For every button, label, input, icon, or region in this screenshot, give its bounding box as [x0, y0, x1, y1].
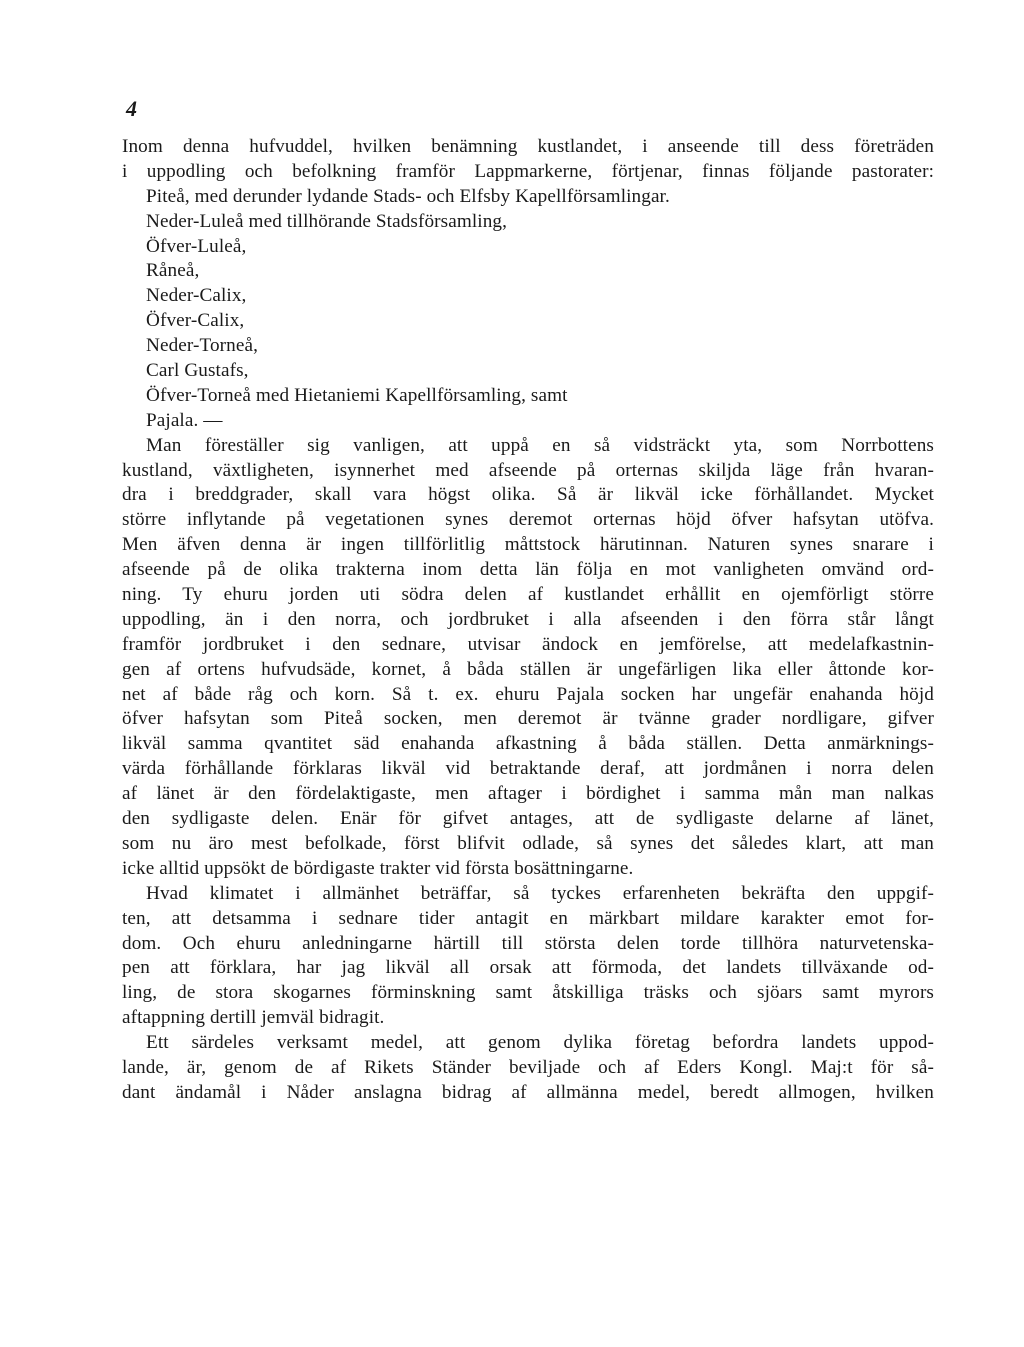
text-line: dra i breddgrader, skall vara högst olika. Så är likväl icke förhållandet. Mycket: [122, 484, 934, 506]
text-line: Inom denna hufvuddel, hvilken benämning kustlandet, i anseende till dess företräden: [122, 136, 934, 157]
text-line: framför jordbruket i den sednare, utvisar ändock en jemförelse, att medelafkastnin-: [122, 633, 934, 655]
text-line: i uppodling och befolkning framför Lappmarkerne, förtjenar, finnas följande pastorater:: [122, 160, 934, 182]
text-line: Piteå, med derunder lydande Stads- och Elfsby Kapellförsamlingar.: [146, 185, 670, 207]
text-line: Öfver-Calix,: [146, 310, 245, 332]
body-text: [122, 135, 934, 1106]
text-line: af länet är den fördelaktigaste, men aftager i bördighet i samma mån man nalkas: [122, 783, 934, 805]
text-line: dant ändamål i Nåder anslagna bidrag af allmänna medel, beredt allmogen, hvilken: [122, 1081, 934, 1103]
text-line: Råneå,: [146, 260, 200, 282]
text-line: Carl Gustafs,: [146, 360, 249, 382]
text-line: ning. Ty ehuru jorden uti södra delen af kustlandet erhållit en ojemförligt större: [122, 584, 934, 606]
text-line: aftappning dertill jemväl bidragit.: [122, 1007, 385, 1029]
text-line: lande, är, genom de af Rikets Ständer beviljade och af Eders Kongl. Maj:t för så-: [122, 1056, 934, 1078]
text-line: Neder-Calix,: [146, 285, 247, 307]
text-line: större inflytande på vegetationen synes deremot orternas höjd öfver hafsytan utöfva.: [122, 509, 934, 531]
text-line: Pajala. —: [146, 409, 223, 431]
text-line: Ett särdeles verksamt medel, att genom dylika företag befordra landets uppod-: [146, 1032, 934, 1054]
text-line: Men äfven denna är ingen tillförlitlig måttstock härutinnan. Naturen synes snarare i: [122, 534, 934, 556]
text-line: Man föreställer sig vanligen, att uppå en så vidsträckt yta, som Norrbottens: [146, 434, 934, 456]
text-line: ling, de stora skogarnes förminskning samt åtskilliga träsks och sjöars samt myrors: [122, 982, 934, 1004]
text-line: Neder-Torneå,: [146, 335, 258, 357]
text-line: pen att förklara, har jag likväl all orsak att förmoda, det landets tillväxande od-: [122, 957, 934, 979]
text-line: ten, att detsamma i sednare tider antagit en märkbart mildare karakter emot for-: [122, 907, 934, 929]
text-line: icke alltid uppsökt de bördigaste trakter vid första bosättningarne.: [122, 857, 634, 879]
text-line: afseende på de olika trakterna inom detta län följa en mot vanligheten omvänd ord-: [122, 559, 934, 581]
text-line: Öfver-Torneå med Hietaniemi Kapellförsamling, samt: [146, 384, 568, 406]
text-line: Öfver-Luleå,: [146, 235, 247, 257]
text-line: likväl samma qvantitet säd enahanda afkastning å båda ställen. Detta anmärknings-: [122, 733, 934, 755]
text-line: net af både råg och korn. Så t. ex. ehuru Pajala socken har ungefär enahanda höjd: [122, 683, 934, 705]
text-line: värda förhållande förklaras likväl vid betraktande deraf, att jordmånen i norra delen: [122, 758, 934, 780]
text-line: Hvad klimatet i allmänhet beträffar, så tyckes erfarenheten bekräfta den uppgif-: [146, 882, 934, 904]
text-line: uppodling, än i den norra, och jordbruket i alla afseenden i den förra står långt: [122, 608, 934, 630]
text-line: kustland, växtligheten, isynnerhet med afseende på orternas skiljda läge från hvaran-: [122, 459, 934, 481]
text-line: gen af ortens hufvudsäde, kornet, å båda ställen är ungefärligen lika eller åttonde kor-: [122, 658, 934, 680]
text-line: den sydligaste delen. Enär för gifvet antages, att de sydligaste delarne af länet,: [122, 808, 934, 830]
text-line: dom. Och ehuru anledningarne härtill till största delen torde tillhöra naturvetenska-: [122, 932, 934, 954]
text-line: Neder-Luleå med tillhörande Stadsförsamling,: [146, 210, 508, 232]
text-line: öfver hafsytan som Piteå socken, men deremot är tvänne grader nordligare, gifver: [122, 708, 934, 730]
page-number: 4: [126, 96, 137, 121]
text-line: som nu äro mest befolkade, först blifvit odlade, så synes det således klart, att man: [122, 832, 934, 854]
